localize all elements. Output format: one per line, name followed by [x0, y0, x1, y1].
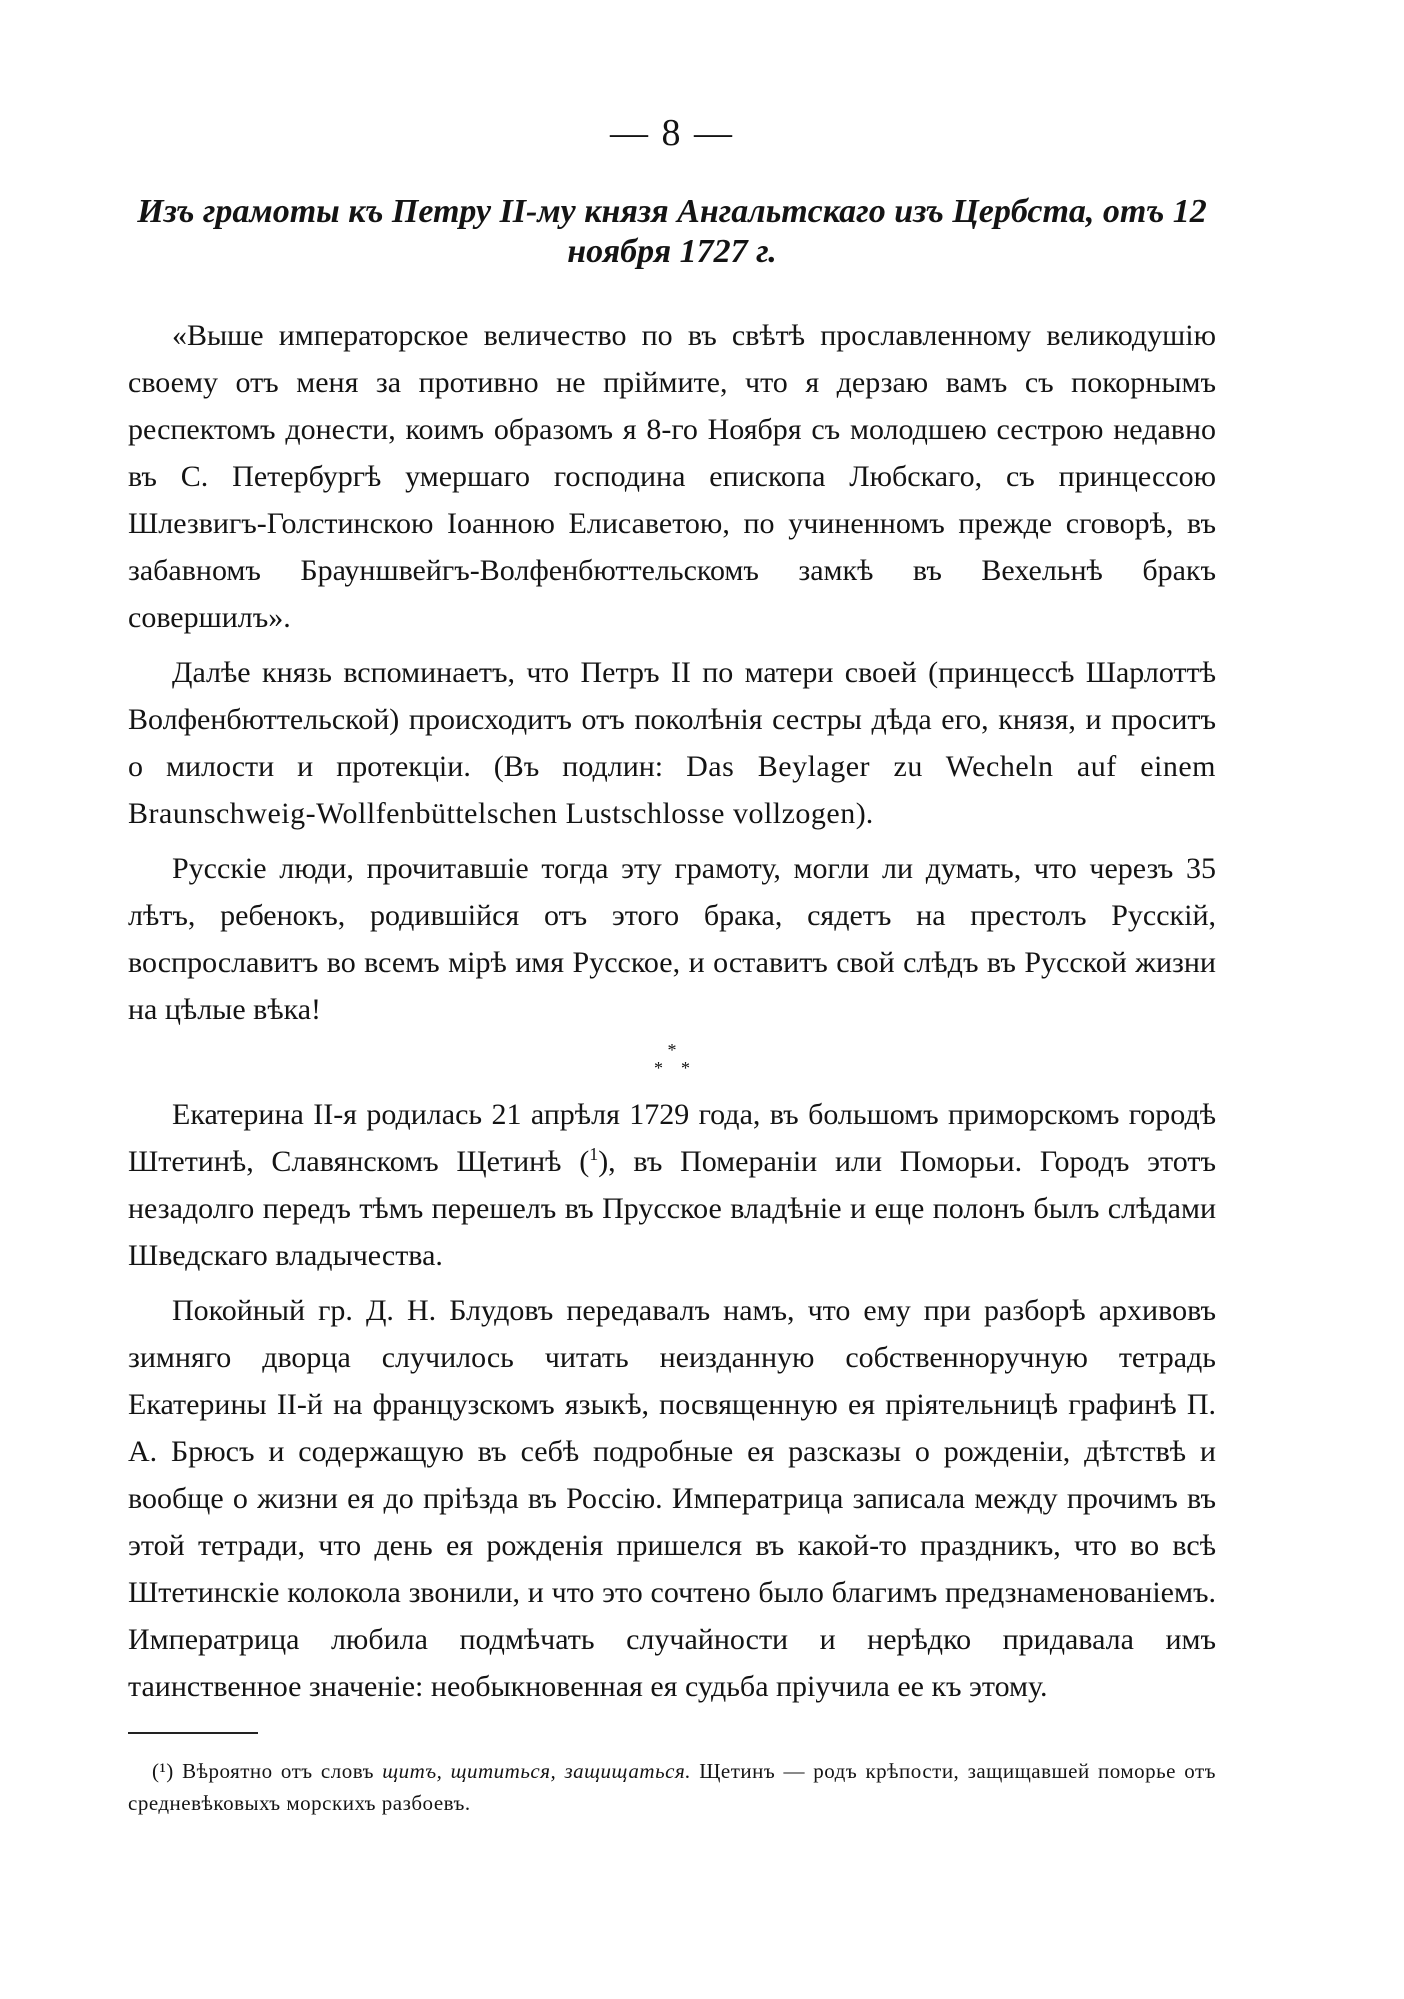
footnote-text-end: Щетинъ — родъ крѣпости, защищавшей поморье отъ средневѣковыхъ морскихъ разбоевъ. — [128, 1759, 1217, 1815]
paragraph-prince-recalls — [128, 649, 1216, 837]
asterism-top: * — [667, 1040, 677, 1060]
paragraph-birth — [128, 1091, 1216, 1279]
german-original-quote: Das Beylager zu Wecheln auf einem Braunschweig-Wollfenbüttelschen Lustschlosse vollzogen — [128, 750, 1217, 830]
footnote-reference: 1 — [589, 1144, 599, 1164]
book-page — [128, 108, 1216, 1840]
section-heading: Изъ грамоты къ Петру II-му князя Ангальтскаго изъ Цербста, отъ 12 ноября 1727 г. — [137, 193, 1207, 270]
footnote-text-start: Вѣроятно отъ словъ — [182, 1759, 374, 1783]
footnote-divider — [128, 1732, 258, 1734]
paragraph-birth-text: Екатерина II-я родилась 21 апрѣля 1729 года, въ большомъ приморскомъ городѣ Штетинѣ, Славянскомъ Щетинѣ ( — [128, 1098, 1216, 1178]
paragraph-russian-people: Русскіе люди, прочитавшіе тогда эту грамоту, могли ли думать, что черезъ 35 лѣтъ, ребенокъ, родившійся отъ этого брака, сядетъ на престолъ Русскій, воспрославитъ во всемъ мірѣ имя Русское, и оставитъ свой слѣдъ въ Русской жизни на цѣлые вѣка! — [128, 852, 1216, 1026]
paragraph-letter-quote: «Выше императорское величество по въ свѣтѣ прославленному великодушію своему отъ меня за противно не пріймите, что я дерзаю вамъ съ покорнымъ респектомъ донести, коимъ образомъ я 8-го Ноября съ молодшею сестрою недавно въ С. Петербургѣ умершаго господина епископа Любскаго, съ принцессою Шлезвигъ-Голстинскою Іоанною Елисаветою, по учиненномъ прежде сговорѣ, въ забавномъ Брауншвейгъ-Волфенбюттельскомъ замкѣ въ Вехельнѣ бракъ совершилъ». — [128, 319, 1216, 634]
page-number: — 8 — — [610, 112, 734, 154]
paragraph-birth-continued: ), въ Помераніи или Поморьи. Городъ этотъ незадолго передъ тѣмъ перешелъ въ Прусское владѣніе и еще полонъ былъ слѣдами Шведскаго владычества. — [128, 1145, 1216, 1272]
paragraph-prince-recalls-end: ). — [855, 797, 874, 830]
asterism-divider — [128, 1041, 1216, 1077]
asterism-bottom: ** — [654, 1058, 708, 1078]
footnote — [128, 1755, 1216, 1819]
footnote-marker: (¹) — [152, 1759, 174, 1783]
footnote-italic-words: щитъ, щититься, защищаться. — [382, 1759, 691, 1783]
paragraph-prince-recalls-text: Далѣе князь вспоминаетъ, что Петръ II по матери своей (принцессѣ Шарлоттѣ Волфенбюттельской) происходитъ отъ поколѣнія сестры дѣда его, князя, и проситъ о милости и протекціи. (Въ подлин: — [128, 656, 1216, 783]
paragraph-bludov: Покойный гр. Д. Н. Блудовъ передавалъ намъ, что ему при разборѣ архивовъ зимняго дворца случилось читать неизданную собственноручную тетрадь Екатерины II-й на французскомъ языкѣ, посвященную ея пріятельницѣ графинѣ П. А. Брюсъ и содержащую въ себѣ подробные ея разсказы о рожденіи, дѣтствѣ и вообще о жизни ея до пріѣзда въ Россію. Императрица записала между прочимъ въ этой тетради, что день ея рожденія пришелся въ какой-то праздникъ, что во всѣ Штетинскіе колокола звонили, и что это сочтено было благимъ предзнаменованіемъ. Императрица любила подмѣчать случайности и нерѣдко придавала имъ таинственное значеніе: необыкновенная ея судьба пріучила ее къ этому. — [128, 1294, 1216, 1703]
